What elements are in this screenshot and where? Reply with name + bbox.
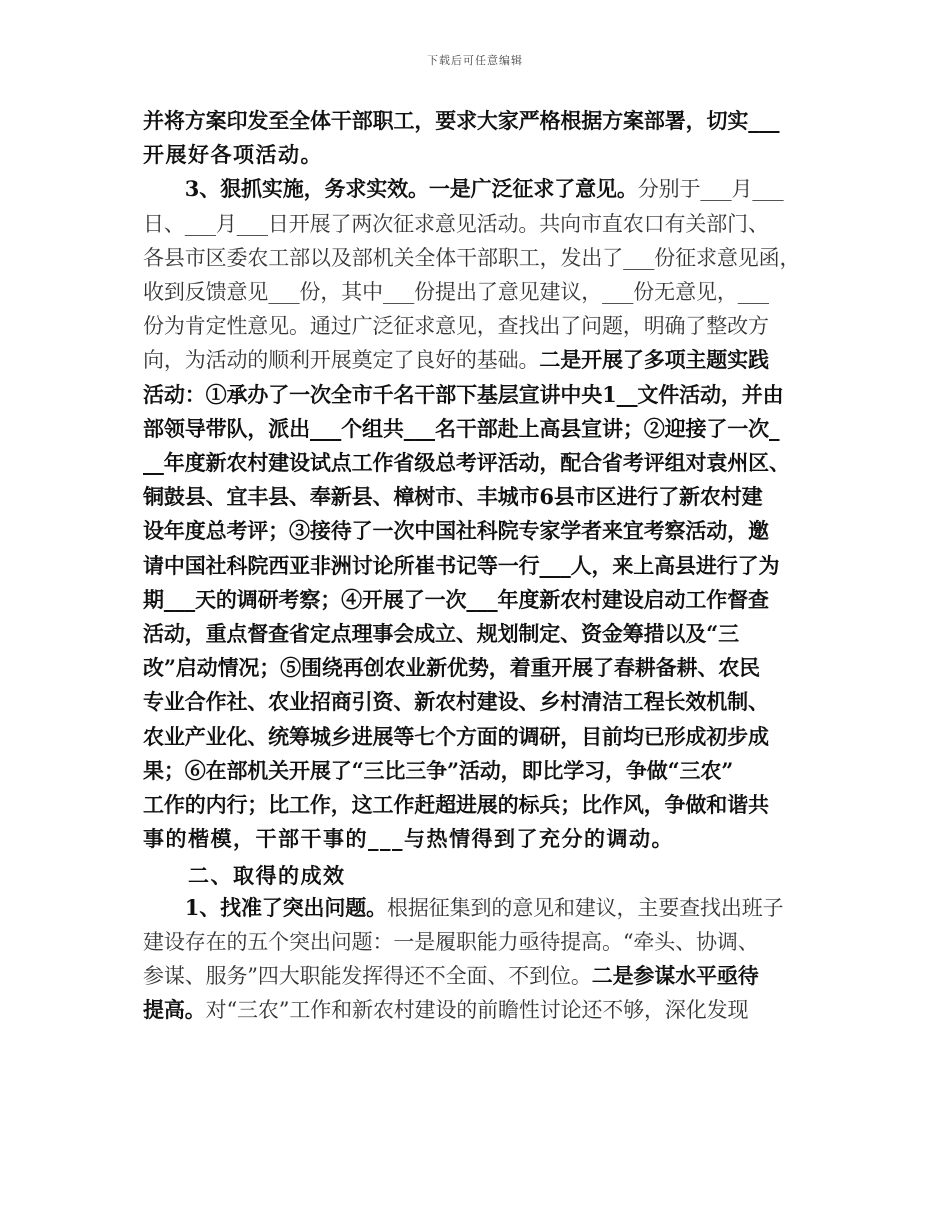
text-line bbox=[143, 824, 823, 854]
text-segment: 活动：①承办了一次全市千名干部下基层宣讲中央1__文件活动，并由 bbox=[143, 382, 784, 407]
text-segment: 向，为活动的顺利开展奠定了良好的基础。 bbox=[143, 348, 540, 372]
text-line bbox=[143, 140, 823, 170]
text-segment: 期___天的调研考察；④开展了一次___年度新农村建设启动工作督查 bbox=[143, 587, 769, 612]
text-segment: 对“三农”工作和新农村建设的前瞻性讨论还不够，深化发现 bbox=[205, 998, 749, 1022]
text-segment: 事的楷模，干部干事的___与热情得到了充分的调动。 bbox=[143, 826, 674, 851]
text-line bbox=[143, 311, 823, 341]
text-segment: 二是开展了多项主题实践 bbox=[539, 347, 769, 372]
text-line bbox=[143, 277, 823, 307]
text-segment: 参谋、服务”四大职能发挥得还不全面、不到位。 bbox=[143, 964, 592, 988]
text-segment: 二是参谋水平亟待 bbox=[591, 963, 759, 988]
text-line bbox=[143, 448, 823, 478]
text-segment: 开展好各项活动。 bbox=[143, 142, 323, 167]
text-line bbox=[143, 380, 823, 410]
text-line bbox=[143, 106, 823, 136]
text-line bbox=[143, 961, 823, 991]
text-segment: 请中国社科院西亚非洲讨论所崔书记等一行___人，来上高县进行了为 bbox=[143, 553, 780, 578]
text-segment: 根据征集到的意见和建议，主要查找出班子 bbox=[387, 896, 784, 920]
text-line bbox=[143, 687, 823, 717]
text-segment: 改”启动情况；⑤围绕再创农业新优势，着重开展了春耕备耕、农民 bbox=[143, 655, 760, 680]
text-line bbox=[143, 619, 823, 649]
text-segment: 建设存在的五个突出问题：一是履职能力亟待提高。“牵头、协调、 bbox=[143, 930, 759, 954]
text-line bbox=[143, 585, 823, 615]
text-segment: 铜鼓县、宜丰县、奉新县、樟树市、丰城市6县市区进行了新农村建 bbox=[143, 484, 763, 509]
text-line bbox=[143, 927, 823, 957]
text-segment: 日、___月___日开展了两次征求意见活动。共向市直农口有关部门、 bbox=[143, 212, 769, 236]
text-line bbox=[143, 414, 823, 444]
text-segment: 活动，重点督查省定点理事会成立、规划制定、资金筹措以及“三 bbox=[143, 621, 739, 646]
text-segment: 农业产业化、统筹城乡进展等七个方面的调研，目前均已形成初步成 bbox=[143, 724, 769, 749]
text-segment: 各县市区委农工部以及部机关全体干部职工，发出了___份征求意见函， bbox=[143, 246, 801, 270]
text-line bbox=[143, 722, 823, 752]
text-segment: 份为肯定性意见。通过广泛征求意见，查找出了问题，明确了整改方 bbox=[143, 314, 769, 338]
text-line bbox=[143, 516, 823, 546]
text-segment: 分别于___月___ bbox=[637, 177, 784, 201]
text-segment: 设年度总考评；③接待了一次中国社科院专家学者来宜考察活动，邀 bbox=[143, 518, 769, 543]
text-line bbox=[143, 482, 823, 512]
text-line bbox=[143, 174, 823, 204]
text-segment: 3、狠抓实施，务求实效。 bbox=[143, 176, 429, 201]
text-line bbox=[143, 243, 823, 273]
text-segment: __年度新农村建设试点工作省级总考评活动，配合省考评组对袁州区、 bbox=[143, 450, 790, 475]
text-line bbox=[143, 995, 823, 1025]
text-segment: 专业合作社、农业招商引资、新农村建设、乡村清洁工程长效机制、 bbox=[143, 689, 769, 714]
text-segment: 果；⑥在部机关开展了“三比三争”活动，即比学习，争做“三农” bbox=[143, 758, 734, 783]
text-segment: 工作的内行；比工作，这工作赶超进展的标兵；比作风，争做和谐共 bbox=[143, 792, 769, 817]
text-segment: 收到反馈意见___份，其中___份提出了意见建议，___份无意见，___ bbox=[143, 280, 769, 304]
text-segment: 并将方案印发至全体干部职工，要求大家严格根据方案部署，切实___ bbox=[143, 108, 780, 133]
text-segment: 部领导带队，派出___个组共___名干部赴上高县宣讲；②迎接了一次_ bbox=[143, 416, 780, 441]
text-line bbox=[143, 653, 823, 683]
text-line bbox=[143, 893, 823, 923]
page-header: 下载后可任意编辑 bbox=[427, 54, 523, 67]
text-line bbox=[143, 790, 823, 820]
text-line bbox=[143, 345, 823, 375]
text-line bbox=[143, 551, 823, 581]
text-line bbox=[143, 209, 823, 239]
text-segment: 1、找准了突出问题。 bbox=[143, 895, 388, 920]
text-segment: 二、取得的成效 bbox=[143, 863, 346, 888]
text-segment: 一是广泛征求了意见。 bbox=[428, 176, 638, 201]
text-line bbox=[143, 861, 823, 891]
text-segment: 提高。 bbox=[143, 997, 206, 1022]
text-line bbox=[143, 756, 823, 786]
